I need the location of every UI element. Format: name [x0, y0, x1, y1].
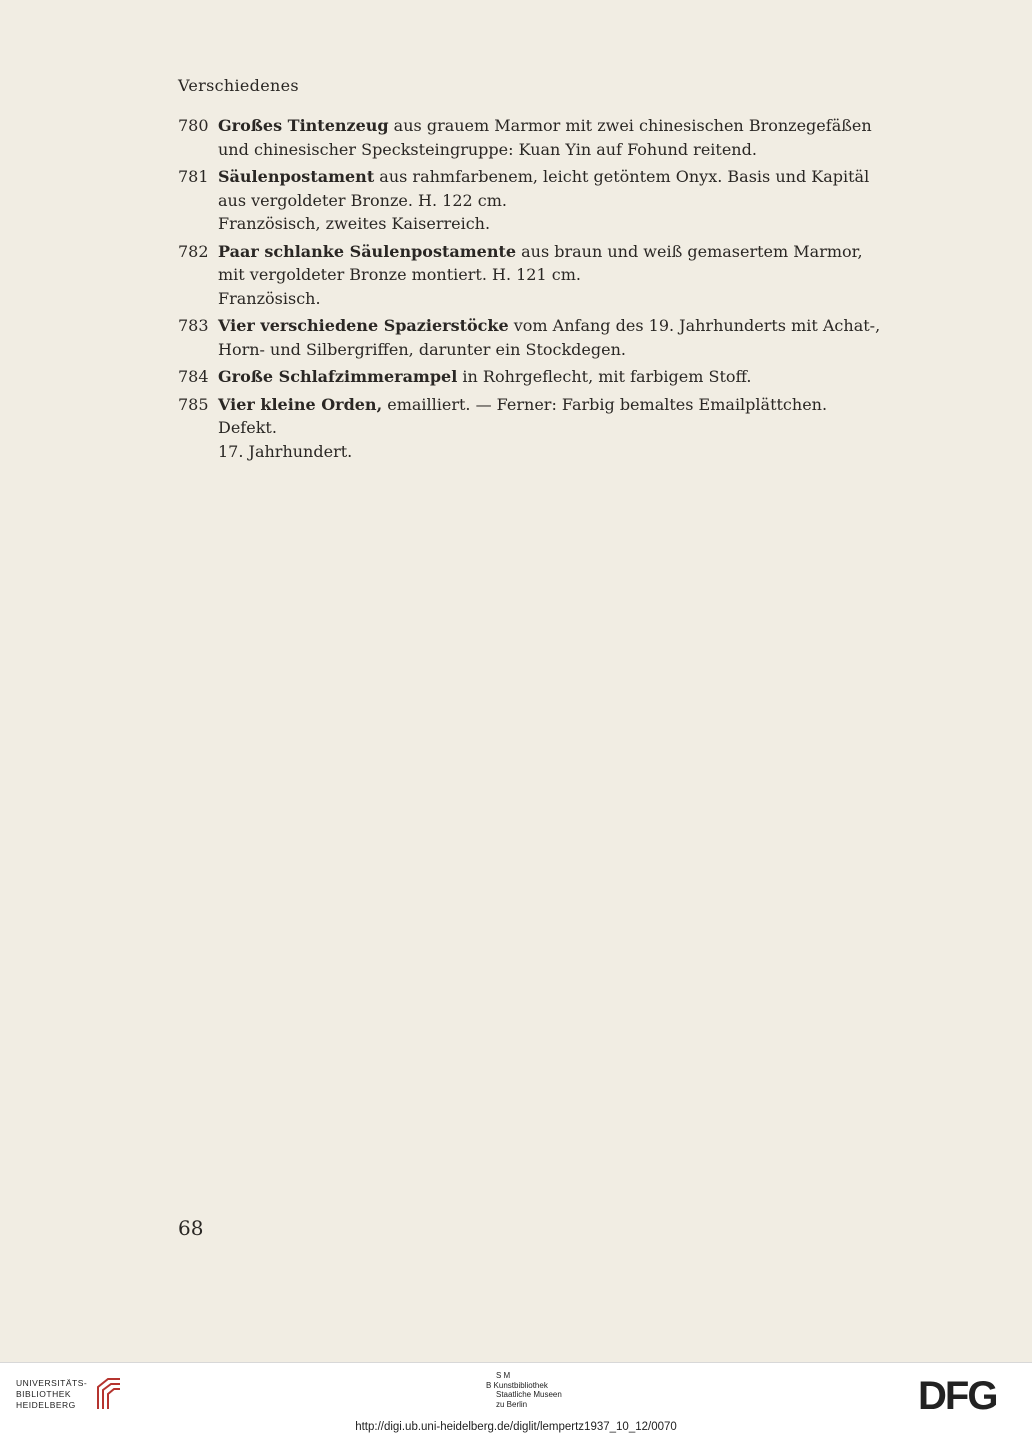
university-seal-icon [94, 1375, 124, 1411]
entry-title: Großes Tintenzeug [218, 116, 389, 135]
entry-text: Horn- und Silbergriffen, darunter ein Stockdegen. [218, 339, 626, 359]
uni-logo-line: HEIDELBERG [16, 1400, 76, 1410]
page-number: 68 [178, 1216, 204, 1240]
entry-text: aus rahmfarbenem, leicht getöntem Onyx. Basis und Kapitäl [374, 167, 870, 186]
entry-text: aus grauem Marmor mit zwei chinesischen Bronzegefäßen [388, 116, 872, 135]
entry-title: Vier kleine Orden, [218, 394, 383, 414]
entry-title: Paar schlanke Säulenpostamente [218, 241, 517, 261]
catalog-entries [178, 114, 923, 467]
entry-number: 780 [178, 116, 209, 135]
catalog-entry-784 [178, 365, 923, 389]
catalog-entry-782 [178, 240, 923, 311]
entry-text: in Rohrgeflecht, mit farbigem Stoff. [457, 367, 752, 386]
entry-title: Säulenpostament [218, 167, 375, 186]
entry-title: Große Schlafzimmerampel [218, 367, 458, 386]
university-library-logo[interactable] [16, 1378, 87, 1411]
sm-mark: S M [496, 1371, 511, 1380]
entry-number: 785 [178, 394, 209, 414]
entry-text: emailliert. — Ferner: Farbig bemaltes Emailplättchen. [382, 394, 828, 414]
entry-text: aus vergoldeter Bronze. H. 122 cm. [218, 190, 508, 210]
section-title: Verschiedenes [178, 76, 299, 95]
entry-number: 783 [178, 316, 209, 335]
permalink-url[interactable]: http://digi.ub.uni-heidelberg.de/diglit/lempertz1937_10_12/0070 [355, 1421, 677, 1433]
kunstbibliothek-logo[interactable] [486, 1371, 562, 1409]
catalog-entry-783 [178, 314, 923, 361]
entry-text: und chinesischer Specksteingruppe: Kuan Yin auf Fohund reitend. [218, 139, 757, 159]
entry-text: aus braun und weiß gemasertem Marmor, [516, 241, 863, 261]
kunstbibliothek-line: Staatliche Museen [496, 1390, 562, 1399]
uni-logo-line: BIBLIOTHEK [16, 1389, 72, 1399]
uni-logo-line: UNIVERSITÄTS- [16, 1378, 88, 1388]
bleed-through-block [180, 700, 925, 1180]
entry-number: 781 [178, 167, 209, 186]
entry-title: Vier verschiedene Spazierstöcke [218, 316, 509, 335]
entry-text: Französisch, zweites Kaiserreich. [218, 214, 491, 233]
digitization-footer [0, 1362, 1032, 1437]
entry-text: Französisch. [218, 288, 321, 308]
catalog-entry-785 [178, 393, 923, 464]
catalog-entry-780 [178, 114, 923, 161]
entry-text: vom Anfang des 19. Jahrhunderts mit Achat-, [508, 316, 881, 335]
kunstbibliothek-line: B Kunstbibliothek [486, 1380, 548, 1390]
dfg-logo[interactable]: DFG [918, 1374, 997, 1418]
kunstbibliothek-line: zu Berlin [496, 1399, 528, 1409]
entry-text: 17. Jahrhundert. [218, 441, 353, 461]
entry-text: mit vergoldeter Bronze montiert. H. 121 cm. [218, 265, 581, 284]
catalog-entry-781 [178, 165, 923, 236]
entry-text: Defekt. [218, 418, 277, 437]
entry-number: 784 [178, 367, 209, 386]
entry-number: 782 [178, 241, 209, 261]
